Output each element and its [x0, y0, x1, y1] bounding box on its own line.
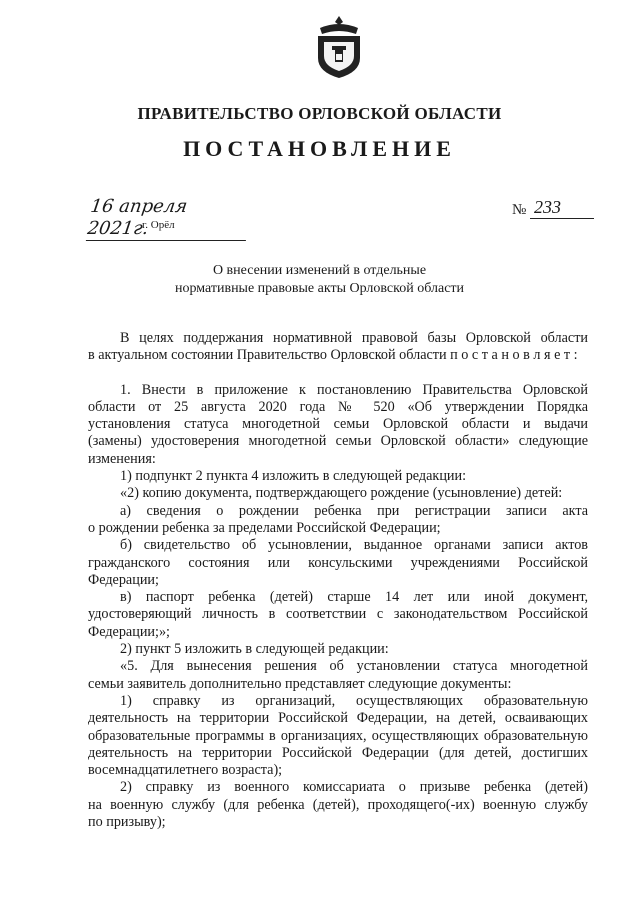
item-a-paragraph	[88, 503, 588, 538]
text-line: семьи заявитель дополнительно представляет следующие документы:	[88, 675, 512, 692]
item-1-paragraph	[88, 382, 588, 468]
text-line: области от 25 августа 2020 года № 520 «Об утверждении Порядка	[88, 398, 588, 415]
document-city: г. Орёл	[142, 219, 175, 231]
text-line: (замены) удостоверения многодетной семьи Орловской области» следующие	[88, 433, 588, 450]
document-type-title: ПОСТАНОВЛЕНИЕ	[183, 136, 456, 161]
text-line: о рождении ребенка за пределами Российской Федерации;	[88, 519, 441, 536]
text-line: 2) пункт 5 изложить в следующей редакции:	[120, 641, 389, 658]
subject-line: О внесении изменений в отдельные	[212, 263, 427, 278]
text-line: удостоверяющий личность в соответствии с законодательством Российской	[88, 606, 588, 623]
subject-line: нормативные правовые акты Орловской области	[174, 281, 465, 296]
text-line: установления статуса многодетной семьи Орловской области и выдачи	[88, 416, 588, 433]
subitem-1-paragraph	[88, 468, 588, 485]
text-line: «5. Для вынесения решения об установлении статуса многодетной	[120, 658, 588, 675]
text-line: В целях поддержания нормативной правовой базы Орловской области	[120, 330, 588, 346]
document-body	[88, 330, 588, 831]
text-line: в) паспорт ребенка (детей) старше 14 лет или иной документ,	[120, 589, 588, 606]
item-v-paragraph	[88, 589, 588, 641]
quote-2-paragraph	[88, 485, 588, 502]
text-line: по призыву);	[88, 814, 166, 831]
text-line: а) сведения о рождении ребенка при регистрации записи акта	[120, 502, 588, 519]
document-number: 233	[530, 196, 594, 219]
document-date: 16 апреля 2021г.	[86, 196, 252, 241]
text-line: Федерации;»;	[88, 623, 170, 640]
government-title: ПРАВИТЕЛЬСТВО ОРЛОВСКОЙ ОБЛАСТИ	[137, 104, 502, 123]
coat-of-arms-icon	[312, 14, 366, 80]
text-line: образовательные программы в организациях, осуществляющих образовательную	[88, 727, 588, 744]
text-line: деятельность на территории Российской Федерации (для детей, достигших	[88, 744, 588, 761]
item-b-paragraph	[88, 537, 588, 589]
preamble-paragraph	[88, 330, 588, 365]
subitem-s1-paragraph	[88, 693, 588, 779]
text-line: 1. Внести в приложение к постановлению Правительства Орловской	[120, 381, 588, 398]
subitem-s2-paragraph	[88, 779, 588, 831]
subitem-2-paragraph	[88, 641, 588, 658]
text-line: в актуальном состоянии Правительство Орловской области п о с т а н о в л я е т :	[88, 347, 578, 364]
document-subject	[0, 262, 639, 298]
text-line: гражданского состояния или консульскими учреждениями Российской	[88, 554, 588, 571]
text-line: 1) справку из организаций, осуществляющих образовательную	[120, 692, 588, 709]
text-line: б) свидетельство об усыновлении, выданное органами записи актов	[120, 537, 588, 554]
text-line: 1) подпункт 2 пункта 4 изложить в следующей редакции:	[120, 468, 467, 485]
number-label: №	[512, 202, 527, 218]
text-line: «2) копию документа, подтверждающего рождение (усыновление) детей:	[120, 485, 563, 502]
text-line: на военную службу (для ребенка (детей), проходящего(-их) военную службу	[88, 796, 588, 813]
text-line: изменения:	[88, 450, 156, 467]
text-line: Федерации;	[88, 571, 159, 588]
quote-5-paragraph	[88, 658, 588, 693]
text-line: 2) справку из военного комиссариата о призыве ребенка (детей)	[120, 779, 588, 796]
text-line: восемнадцатилетнего возраста);	[88, 762, 283, 779]
text-line: деятельность на территории Российской Федерации, на детей, осваивающих	[88, 710, 588, 727]
